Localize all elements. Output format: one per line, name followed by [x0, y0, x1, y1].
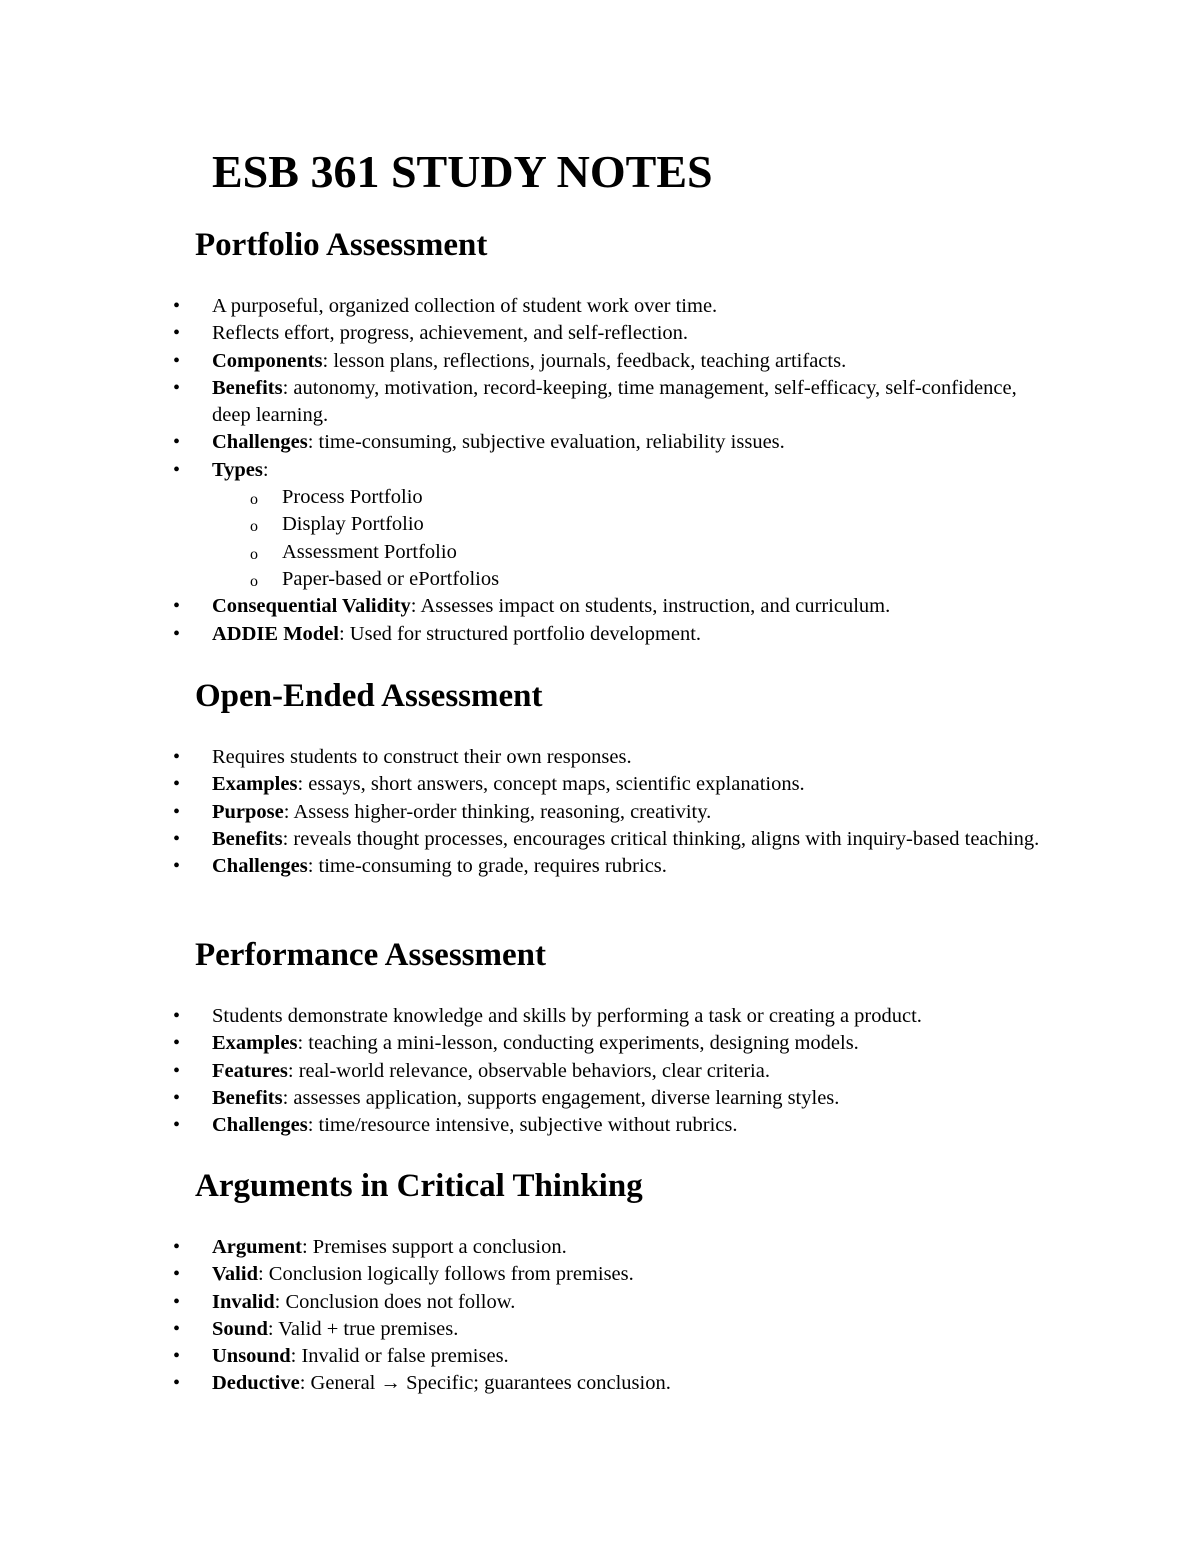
list-item — [0, 1316, 1042, 1343]
bullet-icon: • — [173, 1059, 181, 1082]
list-item — [0, 375, 1042, 430]
item-term: Components — [212, 349, 323, 372]
bullet-icon: • — [173, 1236, 181, 1258]
item-term: Benefits — [212, 376, 283, 399]
list-item — [0, 799, 1042, 826]
item-text: : General → Specific; guarantees conclusion. — [299, 1372, 671, 1395]
bullet-icon: • — [173, 1086, 181, 1109]
item-text: : real-world relevance, observable behaviors, clear criteria. — [287, 1059, 770, 1082]
sub-list-item — [212, 566, 1042, 593]
list-item — [0, 1234, 1042, 1261]
list-item — [0, 771, 1042, 798]
item-term: Benefits — [212, 827, 283, 850]
list-item — [0, 348, 1042, 375]
list-item — [0, 744, 1042, 771]
bullet-icon: • — [173, 1345, 181, 1368]
arguments-list — [0, 1234, 1100, 1398]
item-term: Challenges — [212, 1114, 308, 1137]
item-term: Purpose — [212, 800, 284, 823]
section-heading-open-ended: Open-Ended Assessment — [195, 678, 543, 714]
list-item — [0, 853, 1042, 880]
item-term: Invalid — [212, 1290, 275, 1313]
list-item — [0, 1112, 1042, 1139]
bullet-icon: • — [173, 746, 181, 768]
item-text: : Invalid or false premises. — [290, 1345, 509, 1368]
bullet-icon: • — [173, 1114, 181, 1137]
circle-bullet-icon: o — [250, 572, 258, 590]
item-text: : autonomy, motivation, record-keeping, time management, self-efficacy, self-confidence, deep learning. — [212, 376, 1017, 427]
list-item — [0, 1003, 1042, 1030]
circle-bullet-icon: o — [250, 491, 258, 509]
bullet-icon: • — [173, 855, 181, 878]
sub-list-item — [212, 484, 1042, 511]
section-heading-arguments: Arguments in Critical Thinking — [195, 1168, 643, 1204]
bullet-icon: • — [173, 1372, 181, 1395]
sub-list-item — [212, 511, 1042, 538]
item-text: Reflects effort, progress, achievement, and self-reflection. — [212, 322, 689, 345]
item-text: : time/resource intensive, subjective without rubrics. — [307, 1114, 738, 1137]
item-term: Sound — [212, 1317, 268, 1340]
bullet-icon: • — [173, 1032, 181, 1055]
item-text: : time-consuming, subjective evaluation, reliability issues. — [307, 431, 785, 454]
bullet-icon: • — [173, 458, 181, 481]
bullet-icon: • — [173, 595, 181, 618]
bullet-icon: • — [173, 431, 181, 454]
item-term: Consequential Validity — [212, 595, 411, 618]
list-item — [0, 593, 1042, 620]
list-item — [0, 1370, 1042, 1397]
bullet-icon: • — [173, 773, 181, 796]
item-term: Features — [212, 1059, 288, 1082]
item-term: Examples — [212, 773, 298, 796]
bullet-icon: • — [173, 295, 181, 317]
list-item — [0, 1030, 1042, 1057]
item-text: Requires students to construct their own responses. — [212, 746, 632, 768]
item-term: Argument — [212, 1236, 302, 1258]
list-item — [0, 1261, 1042, 1288]
item-text: A purposeful, organized collection of student work over time. — [212, 295, 718, 317]
bullet-icon: • — [173, 376, 181, 399]
item-text: : — [262, 458, 269, 481]
item-term: Deductive — [212, 1372, 300, 1395]
bullet-icon: • — [173, 1005, 181, 1027]
item-text: : Assess higher-order thinking, reasoning, creativity. — [283, 800, 712, 823]
item-text: Students demonstrate knowledge and skills by performing a task or creating a product. — [212, 1005, 922, 1027]
item-text: : Conclusion does not follow. — [274, 1290, 516, 1313]
item-text: : essays, short answers, concept maps, scientific explanations. — [297, 773, 805, 796]
item-text: : Used for structured portfolio development. — [338, 622, 702, 645]
list-item — [0, 1085, 1042, 1112]
list-item — [0, 429, 1042, 456]
bullet-icon: • — [173, 1317, 181, 1340]
item-text: : reveals thought processes, encourages critical thinking, aligns with inquiry-based teaching. — [282, 827, 1040, 850]
bullet-icon: • — [173, 1290, 181, 1313]
item-term: Challenges — [212, 431, 308, 454]
bullet-icon: • — [173, 322, 181, 345]
item-text: : teaching a mini-lesson, conducting experiments, designing models. — [297, 1032, 859, 1055]
item-term: Unsound — [212, 1345, 291, 1368]
document-title: ESB 361 STUDY NOTES — [212, 146, 713, 197]
item-text: : Premises support a conclusion. — [301, 1236, 567, 1258]
bullet-icon: • — [173, 349, 181, 372]
list-item — [0, 457, 1042, 593]
bullet-icon: • — [173, 827, 181, 850]
item-text: : time-consuming to grade, requires rubrics. — [307, 855, 667, 878]
list-item — [0, 320, 1042, 347]
item-text: : Valid + true premises. — [267, 1317, 459, 1340]
section-heading-performance: Performance Assessment — [195, 937, 546, 973]
item-text: : lesson plans, reflections, journals, feedback, teaching artifacts. — [322, 349, 847, 372]
bullet-icon: • — [173, 1263, 181, 1286]
list-item — [0, 1343, 1042, 1370]
types-sublist — [212, 484, 1042, 593]
circle-bullet-icon: o — [250, 545, 258, 563]
open-ended-list — [0, 744, 1100, 880]
sub-item-text: Paper-based or ePortfolios — [282, 567, 500, 590]
item-term: Valid — [212, 1263, 258, 1286]
item-text: : Assesses impact on students, instruction, and curriculum. — [410, 595, 891, 618]
sub-item-text: Process Portfolio — [282, 486, 423, 509]
item-term: Examples — [212, 1032, 298, 1055]
section-heading-portfolio: Portfolio Assessment — [195, 227, 488, 263]
sub-item-text: Display Portfolio — [282, 513, 424, 536]
circle-bullet-icon: o — [250, 518, 258, 536]
sub-list-item — [212, 539, 1042, 566]
item-term: ADDIE Model — [212, 622, 339, 645]
list-item — [0, 826, 1042, 853]
list-item — [0, 293, 1042, 320]
list-item — [0, 1058, 1042, 1085]
list-item — [0, 1289, 1042, 1316]
item-text: : assesses application, supports engagement, diverse learning styles. — [282, 1086, 840, 1109]
sub-item-text: Assessment Portfolio — [282, 540, 457, 563]
bullet-icon: • — [173, 622, 181, 645]
list-item — [0, 621, 1042, 648]
performance-list — [0, 1003, 1100, 1139]
bullet-icon: • — [173, 800, 181, 823]
portfolio-list — [0, 293, 1100, 648]
item-term: Types — [212, 458, 263, 481]
item-text: : Conclusion logically follows from premises. — [257, 1263, 634, 1286]
item-term: Challenges — [212, 855, 308, 878]
item-term: Benefits — [212, 1086, 283, 1109]
